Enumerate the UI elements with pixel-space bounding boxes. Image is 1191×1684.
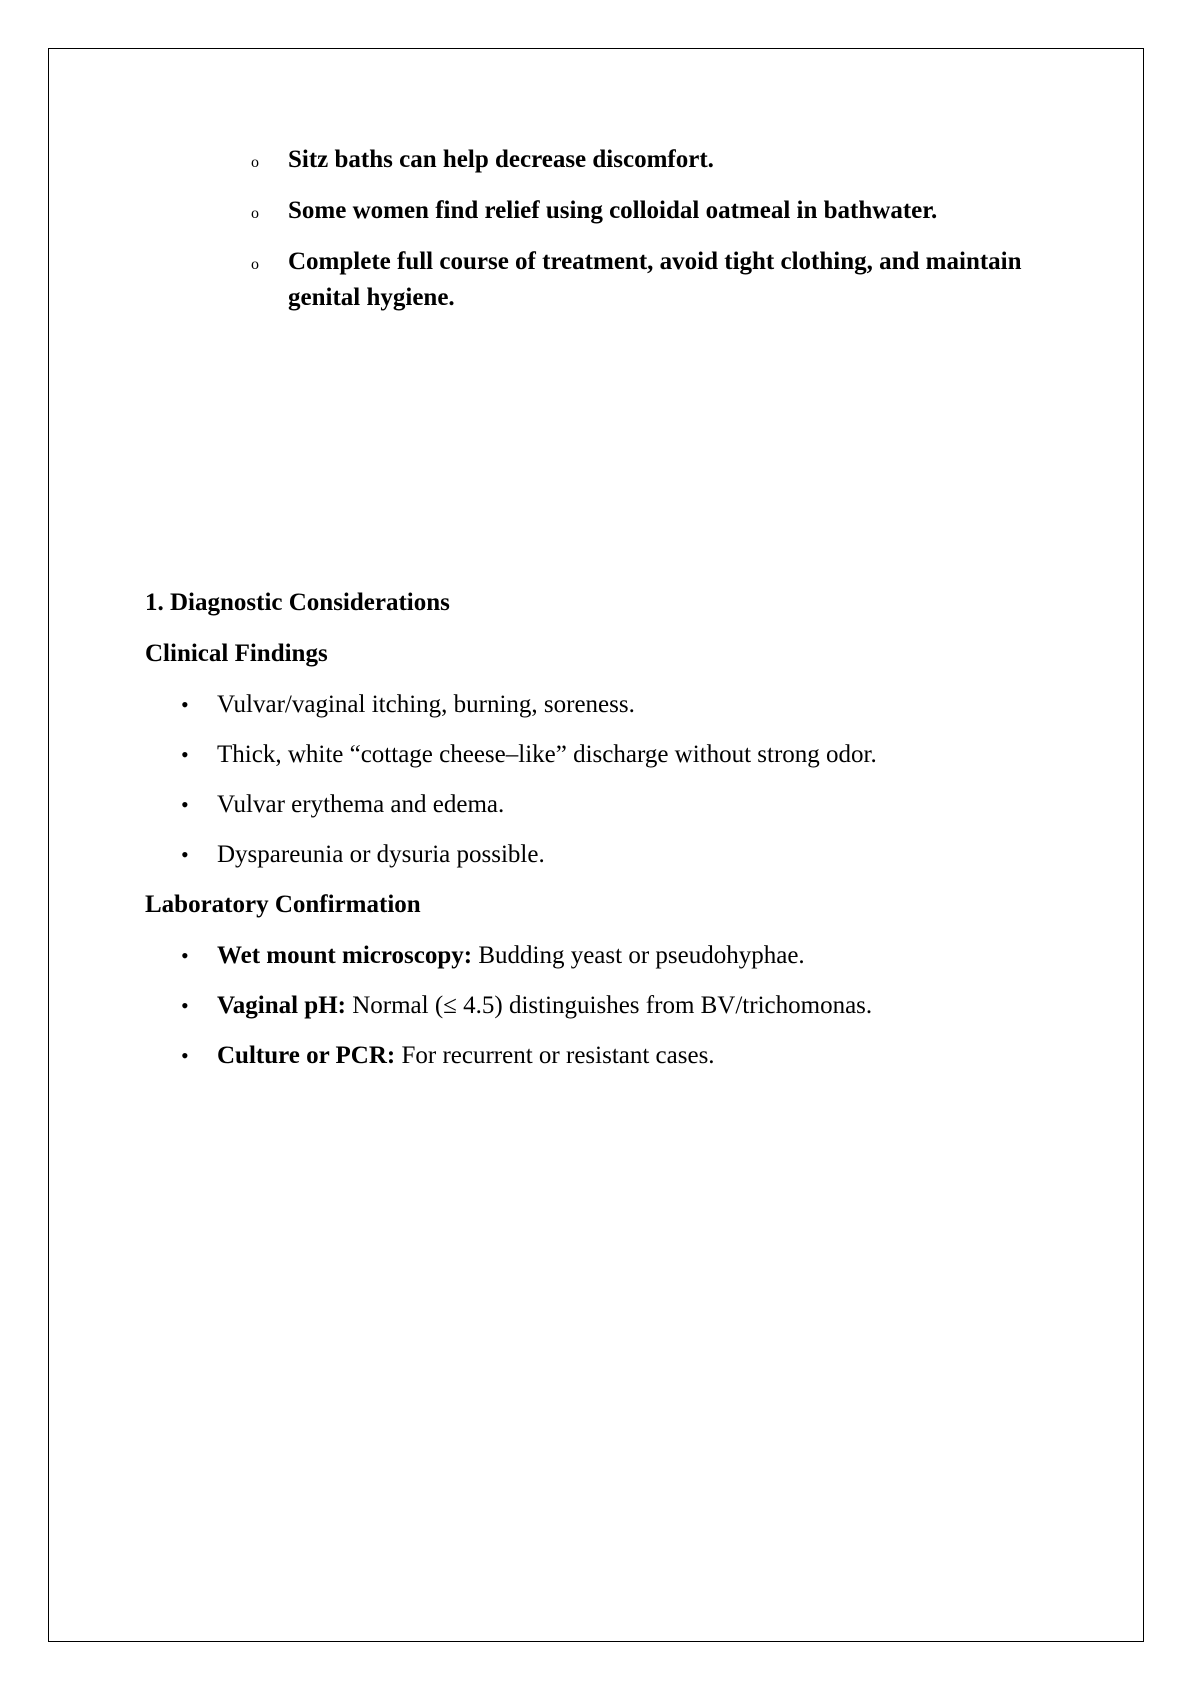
sub-item-text: Some women find relief using colloidal oatmeal in bathwater. [288, 197, 938, 224]
sub-list-item [251, 142, 1051, 178]
list-item-text: Vulvar erythema and edema. [217, 791, 505, 818]
list-item-term: Wet mount microscopy: [217, 942, 473, 969]
bullet-icon: • [181, 742, 189, 767]
list-item-text: Vulvar/vaginal itching, burning, soreness. [217, 691, 635, 718]
list-item [145, 1038, 1045, 1074]
bullet-icon: • [181, 692, 189, 717]
bullet-icon: • [181, 842, 189, 867]
laboratory-confirmation-heading: Laboratory Confirmation [145, 891, 421, 918]
list-item-term: Vaginal pH: [217, 992, 346, 1019]
list-item [145, 837, 1045, 873]
list-item [145, 988, 1045, 1024]
hollow-bullet-icon: o [251, 154, 259, 171]
clinical-findings-list [145, 687, 1045, 873]
bullet-icon: • [181, 792, 189, 817]
laboratory-list [145, 938, 1045, 1074]
sub-list-item [251, 193, 1051, 229]
list-item [145, 687, 1045, 723]
list-item [145, 737, 1045, 773]
bullet-icon: • [181, 993, 189, 1018]
hollow-bullet-icon: o [251, 256, 259, 273]
sub-list-item [251, 244, 1051, 316]
bullet-icon: • [181, 1043, 189, 1068]
list-item-desc: Budding yeast or pseudohyphae. [472, 942, 805, 969]
list-item-term: Culture or PCR: [217, 1042, 396, 1069]
diagnostic-section [145, 585, 1045, 1088]
section-title: 1. Diagnostic Considerations [145, 589, 450, 616]
sub-item-text: Complete full course of treatment, avoid tight clothing, and maintain genital hygiene. [288, 248, 1022, 311]
list-item-desc: Normal (≤ 4.5) distinguishes from BV/trichomonas. [345, 992, 873, 1019]
treatment-sub-list [251, 142, 1051, 331]
list-item-text: Thick, white “cottage cheese–like” discharge without strong odor. [217, 741, 877, 768]
clinical-findings-heading: Clinical Findings [145, 640, 328, 667]
hollow-bullet-icon: o [251, 205, 259, 222]
list-item [145, 787, 1045, 823]
bullet-icon: • [181, 943, 189, 968]
sub-item-text: Sitz baths can help decrease discomfort. [288, 146, 714, 173]
list-item [145, 938, 1045, 974]
list-item-text: Dyspareunia or dysuria possible. [217, 841, 545, 868]
list-item-desc: For recurrent or resistant cases. [395, 1042, 715, 1069]
